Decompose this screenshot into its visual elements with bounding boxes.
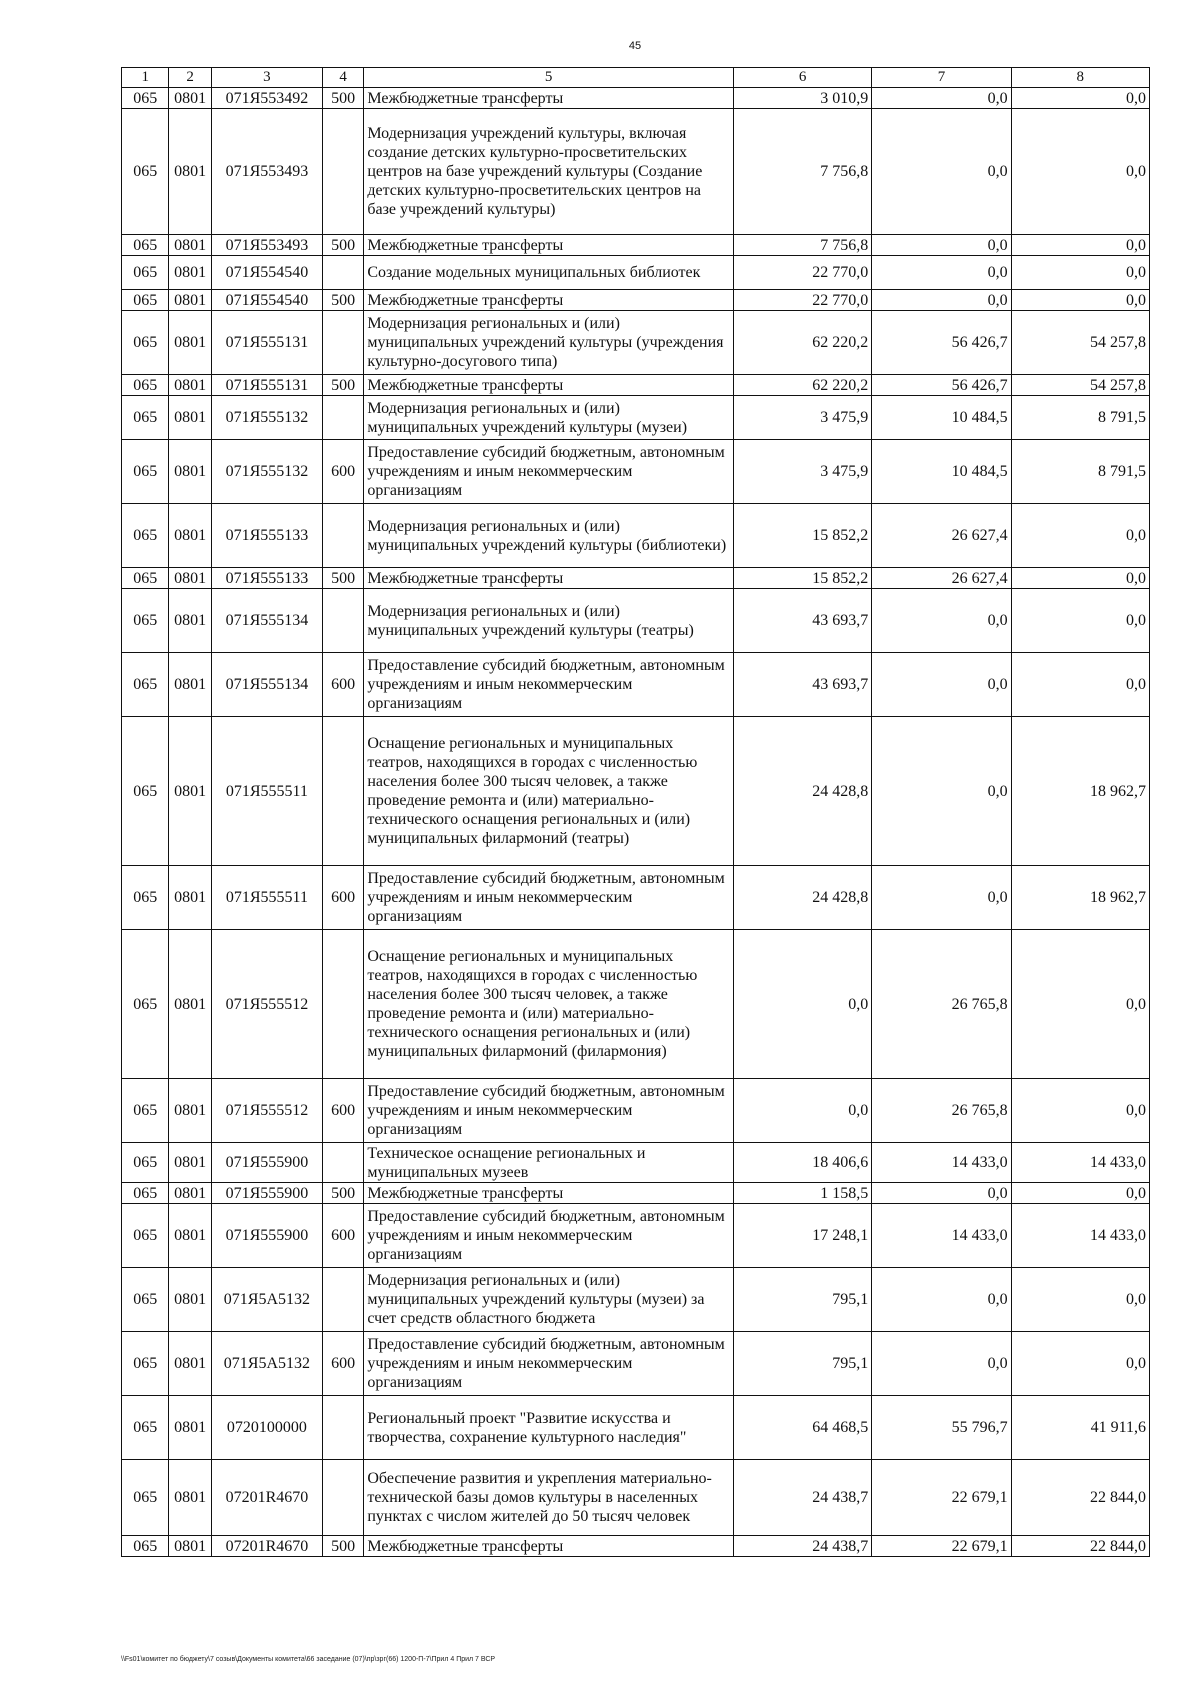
row-value-col7: 0,0 [872, 1268, 1011, 1332]
row-code-section: 0801 [169, 866, 211, 930]
row-code-expense-type [322, 396, 363, 440]
row-code-section: 0801 [169, 1536, 211, 1557]
row-code-section: 0801 [169, 653, 211, 717]
table-row [122, 440, 1150, 504]
row-value-col6: 7 756,8 [733, 235, 871, 256]
row-value-col8: 0,0 [1011, 256, 1149, 290]
row-value-col7: 0,0 [872, 256, 1011, 290]
row-code-section: 0801 [169, 375, 211, 396]
row-code-expense-type: 600 [322, 1204, 363, 1268]
row-name: Предоставление субсидий бюджетным, автономным учреждениям и иным некоммерческим организациям [364, 1079, 734, 1143]
row-code-expense-type [322, 109, 363, 235]
row-value-col7: 14 433,0 [872, 1204, 1011, 1268]
table-row [122, 504, 1150, 568]
row-value-col7: 0,0 [872, 109, 1011, 235]
row-value-col8: 0,0 [1011, 1332, 1149, 1396]
row-code-ministry: 065 [122, 256, 169, 290]
row-name: Модернизация учреждений культуры, включая создание детских культурно-просветительских центров на базе учреждений культуры (Создание детских культурно-просветительских центров на базе учреждений культуры) [364, 109, 734, 235]
row-code-expense-type: 500 [322, 290, 363, 311]
row-code-target: 071Я555131 [211, 375, 322, 396]
row-code-ministry: 065 [122, 311, 169, 375]
row-code-expense-type: 500 [322, 1183, 363, 1204]
row-code-section: 0801 [169, 88, 211, 109]
row-code-ministry: 065 [122, 109, 169, 235]
row-code-target: 071Я555134 [211, 589, 322, 653]
row-code-ministry: 065 [122, 1536, 169, 1557]
table-row [122, 1183, 1150, 1204]
row-value-col8: 54 257,8 [1011, 311, 1149, 375]
column-header: 3 [211, 68, 322, 88]
row-code-section: 0801 [169, 589, 211, 653]
row-code-section: 0801 [169, 256, 211, 290]
table-row [122, 1332, 1150, 1396]
row-value-col8: 0,0 [1011, 88, 1149, 109]
table-row [122, 1536, 1150, 1557]
row-name: Межбюджетные трансферты [364, 568, 734, 589]
row-name: Модернизация региональных и (или) муниципальных учреждений культуры (библиотеки) [364, 504, 734, 568]
row-code-expense-type [322, 589, 363, 653]
table-row [122, 88, 1150, 109]
row-code-target: 071Я553493 [211, 235, 322, 256]
row-value-col6: 795,1 [733, 1332, 871, 1396]
row-code-ministry: 065 [122, 568, 169, 589]
row-code-target: 071Я555131 [211, 311, 322, 375]
row-value-col7: 26 627,4 [872, 568, 1011, 589]
row-value-col6: 62 220,2 [733, 311, 871, 375]
column-header: 6 [733, 68, 871, 88]
table-row [122, 235, 1150, 256]
row-value-col7: 0,0 [872, 653, 1011, 717]
row-name: Модернизация региональных и (или) муниципальных учреждений культуры (учреждения культурно-досугового типа) [364, 311, 734, 375]
row-value-col7: 10 484,5 [872, 440, 1011, 504]
row-value-col7: 0,0 [872, 866, 1011, 930]
row-code-ministry: 065 [122, 1079, 169, 1143]
row-code-expense-type [322, 1143, 363, 1183]
row-code-target: 071Я553493 [211, 109, 322, 235]
row-code-ministry: 065 [122, 504, 169, 568]
row-value-col7: 22 679,1 [872, 1460, 1011, 1536]
row-code-ministry: 065 [122, 589, 169, 653]
row-value-col7: 26 765,8 [872, 930, 1011, 1079]
row-code-target: 071Я555512 [211, 1079, 322, 1143]
row-code-target: 071Я5А5132 [211, 1268, 322, 1332]
row-value-col6: 3 010,9 [733, 88, 871, 109]
row-name: Предоставление субсидий бюджетным, автономным учреждениям и иным некоммерческим организациям [364, 1332, 734, 1396]
table-row [122, 1204, 1150, 1268]
row-code-target: 071Я555132 [211, 440, 322, 504]
row-value-col8: 18 962,7 [1011, 866, 1149, 930]
row-code-ministry: 065 [122, 1143, 169, 1183]
row-value-col6: 64 468,5 [733, 1396, 871, 1460]
row-name: Предоставление субсидий бюджетным, автономным учреждениям и иным некоммерческим организациям [364, 653, 734, 717]
row-code-section: 0801 [169, 109, 211, 235]
row-value-col6: 24 428,8 [733, 866, 871, 930]
row-name: Межбюджетные трансферты [364, 1536, 734, 1557]
column-header: 2 [169, 68, 211, 88]
row-value-col7: 0,0 [872, 589, 1011, 653]
row-code-expense-type [322, 1460, 363, 1536]
row-name: Межбюджетные трансферты [364, 235, 734, 256]
row-code-target: 071Я555900 [211, 1143, 322, 1183]
row-value-col7: 0,0 [872, 717, 1011, 866]
row-code-target: 071Я555900 [211, 1204, 322, 1268]
row-name: Оснащение региональных и муниципальных театров, находящихся в городах с численностью населения более 300 тысяч человек, а также проведение ремонта и (или) материально-технического оснащения региональных и (или) муниципальных филармоний (театры) [364, 717, 734, 866]
row-value-col7: 55 796,7 [872, 1396, 1011, 1460]
column-header: 8 [1011, 68, 1149, 88]
row-name: Обеспечение развития и укрепления материально-технической базы домов культуры в населенных пунктах с числом жителей до 50 тысяч человек [364, 1460, 734, 1536]
row-code-section: 0801 [169, 1396, 211, 1460]
row-code-section: 0801 [169, 1460, 211, 1536]
row-value-col7: 56 426,7 [872, 375, 1011, 396]
row-code-expense-type: 500 [322, 1536, 363, 1557]
row-name: Предоставление субсидий бюджетным, автономным учреждениям и иным некоммерческим организациям [364, 440, 734, 504]
row-value-col6: 3 475,9 [733, 440, 871, 504]
row-value-col6: 15 852,2 [733, 568, 871, 589]
row-value-col6: 24 428,8 [733, 717, 871, 866]
row-value-col6: 22 770,0 [733, 256, 871, 290]
table-row [122, 930, 1150, 1079]
row-value-col8: 0,0 [1011, 653, 1149, 717]
row-code-section: 0801 [169, 311, 211, 375]
row-name: Межбюджетные трансферты [364, 290, 734, 311]
row-code-ministry: 065 [122, 1268, 169, 1332]
table-row [122, 589, 1150, 653]
row-code-target: 071Я555133 [211, 504, 322, 568]
row-value-col6: 43 693,7 [733, 589, 871, 653]
row-code-section: 0801 [169, 235, 211, 256]
row-code-ministry: 065 [122, 866, 169, 930]
row-value-col7: 26 627,4 [872, 504, 1011, 568]
table-header [122, 68, 1150, 88]
row-name: Межбюджетные трансферты [364, 375, 734, 396]
row-code-ministry: 065 [122, 375, 169, 396]
row-code-expense-type: 500 [322, 375, 363, 396]
row-code-section: 0801 [169, 1268, 211, 1332]
row-code-section: 0801 [169, 1079, 211, 1143]
row-code-expense-type: 600 [322, 1332, 363, 1396]
row-code-section: 0801 [169, 290, 211, 311]
row-value-col6: 43 693,7 [733, 653, 871, 717]
row-value-col8: 18 962,7 [1011, 717, 1149, 866]
row-value-col8: 0,0 [1011, 109, 1149, 235]
row-value-col6: 0,0 [733, 1079, 871, 1143]
row-value-col8: 8 791,5 [1011, 396, 1149, 440]
row-value-col8: 0,0 [1011, 1079, 1149, 1143]
table-row [122, 1079, 1150, 1143]
row-value-col6: 1 158,5 [733, 1183, 871, 1204]
column-header: 7 [872, 68, 1011, 88]
row-value-col7: 0,0 [872, 290, 1011, 311]
table-row [122, 568, 1150, 589]
table-row [122, 109, 1150, 235]
row-code-target: 071Я555132 [211, 396, 322, 440]
row-name: Межбюджетные трансферты [364, 88, 734, 109]
row-code-expense-type: 500 [322, 235, 363, 256]
row-code-expense-type: 600 [322, 440, 363, 504]
row-value-col6: 17 248,1 [733, 1204, 871, 1268]
row-value-col8: 8 791,5 [1011, 440, 1149, 504]
table-row [122, 866, 1150, 930]
row-code-section: 0801 [169, 1332, 211, 1396]
table-row [122, 1268, 1150, 1332]
row-value-col6: 24 438,7 [733, 1460, 871, 1536]
row-value-col8: 0,0 [1011, 589, 1149, 653]
row-code-ministry: 065 [122, 717, 169, 866]
row-code-target: 071Я555512 [211, 930, 322, 1079]
row-code-ministry: 065 [122, 1204, 169, 1268]
table-row [122, 1396, 1150, 1460]
column-header: 4 [322, 68, 363, 88]
row-code-ministry: 065 [122, 440, 169, 504]
table-row [122, 1143, 1150, 1183]
row-value-col6: 62 220,2 [733, 375, 871, 396]
row-code-section: 0801 [169, 717, 211, 866]
row-value-col7: 0,0 [872, 1183, 1011, 1204]
row-code-target: 071Я555511 [211, 717, 322, 866]
row-code-ministry: 065 [122, 235, 169, 256]
row-code-target: 0720100000 [211, 1396, 322, 1460]
row-value-col7: 10 484,5 [872, 396, 1011, 440]
table-row [122, 653, 1150, 717]
row-value-col6: 7 756,8 [733, 109, 871, 235]
row-code-ministry: 065 [122, 396, 169, 440]
row-code-ministry: 065 [122, 290, 169, 311]
row-name: Предоставление субсидий бюджетным, автономным учреждениям и иным некоммерческим организациям [364, 1204, 734, 1268]
row-value-col8: 22 844,0 [1011, 1536, 1149, 1557]
row-code-section: 0801 [169, 440, 211, 504]
row-code-expense-type: 500 [322, 88, 363, 109]
row-code-target: 071Я555133 [211, 568, 322, 589]
row-code-ministry: 065 [122, 1460, 169, 1536]
row-code-expense-type [322, 717, 363, 866]
table-row [122, 717, 1150, 866]
row-value-col8: 22 844,0 [1011, 1460, 1149, 1536]
row-value-col8: 0,0 [1011, 930, 1149, 1079]
row-code-ministry: 065 [122, 653, 169, 717]
row-code-ministry: 065 [122, 1396, 169, 1460]
row-code-target: 071Я555900 [211, 1183, 322, 1204]
row-code-expense-type [322, 504, 363, 568]
row-code-target: 071Я553492 [211, 88, 322, 109]
row-code-target: 071Я554540 [211, 290, 322, 311]
row-value-col6: 795,1 [733, 1268, 871, 1332]
footer-file-path: \\Fs01\комитет по бюджету\7 созыв\Документы комитета\66 заседание (07)\пр\зрг(66) 1200-П-7\Прил 4 Прил 7 ВСР [121, 1656, 496, 1663]
row-code-section: 0801 [169, 1183, 211, 1204]
row-code-ministry: 065 [122, 930, 169, 1079]
row-value-col8: 0,0 [1011, 504, 1149, 568]
row-name: Техническое оснащение региональных и муниципальных музеев [364, 1143, 734, 1183]
row-code-section: 0801 [169, 930, 211, 1079]
row-name: Оснащение региональных и муниципальных театров, находящихся в городах с численностью населения более 300 тысяч человек, а также проведение ремонта и (или) материально-технического оснащения региональных и (или) муниципальных филармоний (филармония) [364, 930, 734, 1079]
row-code-expense-type: 500 [322, 568, 363, 589]
row-name: Модернизация региональных и (или) муниципальных учреждений культуры (музеи) [364, 396, 734, 440]
row-code-expense-type: 600 [322, 1079, 363, 1143]
row-value-col6: 0,0 [733, 930, 871, 1079]
row-name: Региональный проект "Развитие искусства и творчества, сохранение культурного наследия" [364, 1396, 734, 1460]
row-code-target: 07201R4670 [211, 1460, 322, 1536]
row-code-expense-type [322, 930, 363, 1079]
row-name: Межбюджетные трансферты [364, 1183, 734, 1204]
budget-table [121, 67, 1150, 1557]
row-value-col7: 22 679,1 [872, 1536, 1011, 1557]
row-code-target: 071Я554540 [211, 256, 322, 290]
row-value-col8: 14 433,0 [1011, 1143, 1149, 1183]
row-name: Модернизация региональных и (или) муниципальных учреждений культуры (театры) [364, 589, 734, 653]
row-name: Предоставление субсидий бюджетным, автономным учреждениям и иным некоммерческим организациям [364, 866, 734, 930]
row-value-col8: 54 257,8 [1011, 375, 1149, 396]
row-value-col8: 0,0 [1011, 235, 1149, 256]
row-value-col7: 14 433,0 [872, 1143, 1011, 1183]
row-value-col8: 14 433,0 [1011, 1204, 1149, 1268]
row-code-expense-type [322, 311, 363, 375]
row-value-col6: 24 438,7 [733, 1536, 871, 1557]
table-row [122, 290, 1150, 311]
table-row [122, 256, 1150, 290]
row-value-col8: 0,0 [1011, 1268, 1149, 1332]
row-value-col8: 0,0 [1011, 1183, 1149, 1204]
page-number: 45 [628, 40, 642, 52]
table-body [122, 88, 1150, 1557]
row-value-col7: 56 426,7 [872, 311, 1011, 375]
row-value-col7: 0,0 [872, 88, 1011, 109]
row-code-ministry: 065 [122, 1332, 169, 1396]
row-value-col6: 18 406,6 [733, 1143, 871, 1183]
row-value-col8: 0,0 [1011, 568, 1149, 589]
row-value-col7: 0,0 [872, 235, 1011, 256]
row-name: Создание модельных муниципальных библиотек [364, 256, 734, 290]
row-code-expense-type [322, 1268, 363, 1332]
row-code-section: 0801 [169, 504, 211, 568]
column-header: 1 [122, 68, 169, 88]
row-code-ministry: 065 [122, 1183, 169, 1204]
row-code-ministry: 065 [122, 88, 169, 109]
row-code-section: 0801 [169, 1143, 211, 1183]
row-code-section: 0801 [169, 568, 211, 589]
row-value-col6: 22 770,0 [733, 290, 871, 311]
row-code-expense-type [322, 1396, 363, 1460]
row-code-target: 071Я555134 [211, 653, 322, 717]
row-code-target: 071Я5А5132 [211, 1332, 322, 1396]
row-value-col7: 26 765,8 [872, 1079, 1011, 1143]
row-code-expense-type: 600 [322, 653, 363, 717]
table-row [122, 396, 1150, 440]
row-value-col8: 41 911,6 [1011, 1396, 1149, 1460]
row-code-section: 0801 [169, 1204, 211, 1268]
row-value-col8: 0,0 [1011, 290, 1149, 311]
table-row [122, 1460, 1150, 1536]
row-code-expense-type: 600 [322, 866, 363, 930]
row-code-section: 0801 [169, 396, 211, 440]
row-code-target: 07201R4670 [211, 1536, 322, 1557]
row-code-expense-type [322, 256, 363, 290]
row-value-col7: 0,0 [872, 1332, 1011, 1396]
table-row [122, 311, 1150, 375]
row-code-target: 071Я555511 [211, 866, 322, 930]
column-header: 5 [364, 68, 734, 88]
row-value-col6: 15 852,2 [733, 504, 871, 568]
row-name: Модернизация региональных и (или) муниципальных учреждений культуры (музеи) за счет средств областного бюджета [364, 1268, 734, 1332]
table-row [122, 375, 1150, 396]
row-value-col6: 3 475,9 [733, 396, 871, 440]
